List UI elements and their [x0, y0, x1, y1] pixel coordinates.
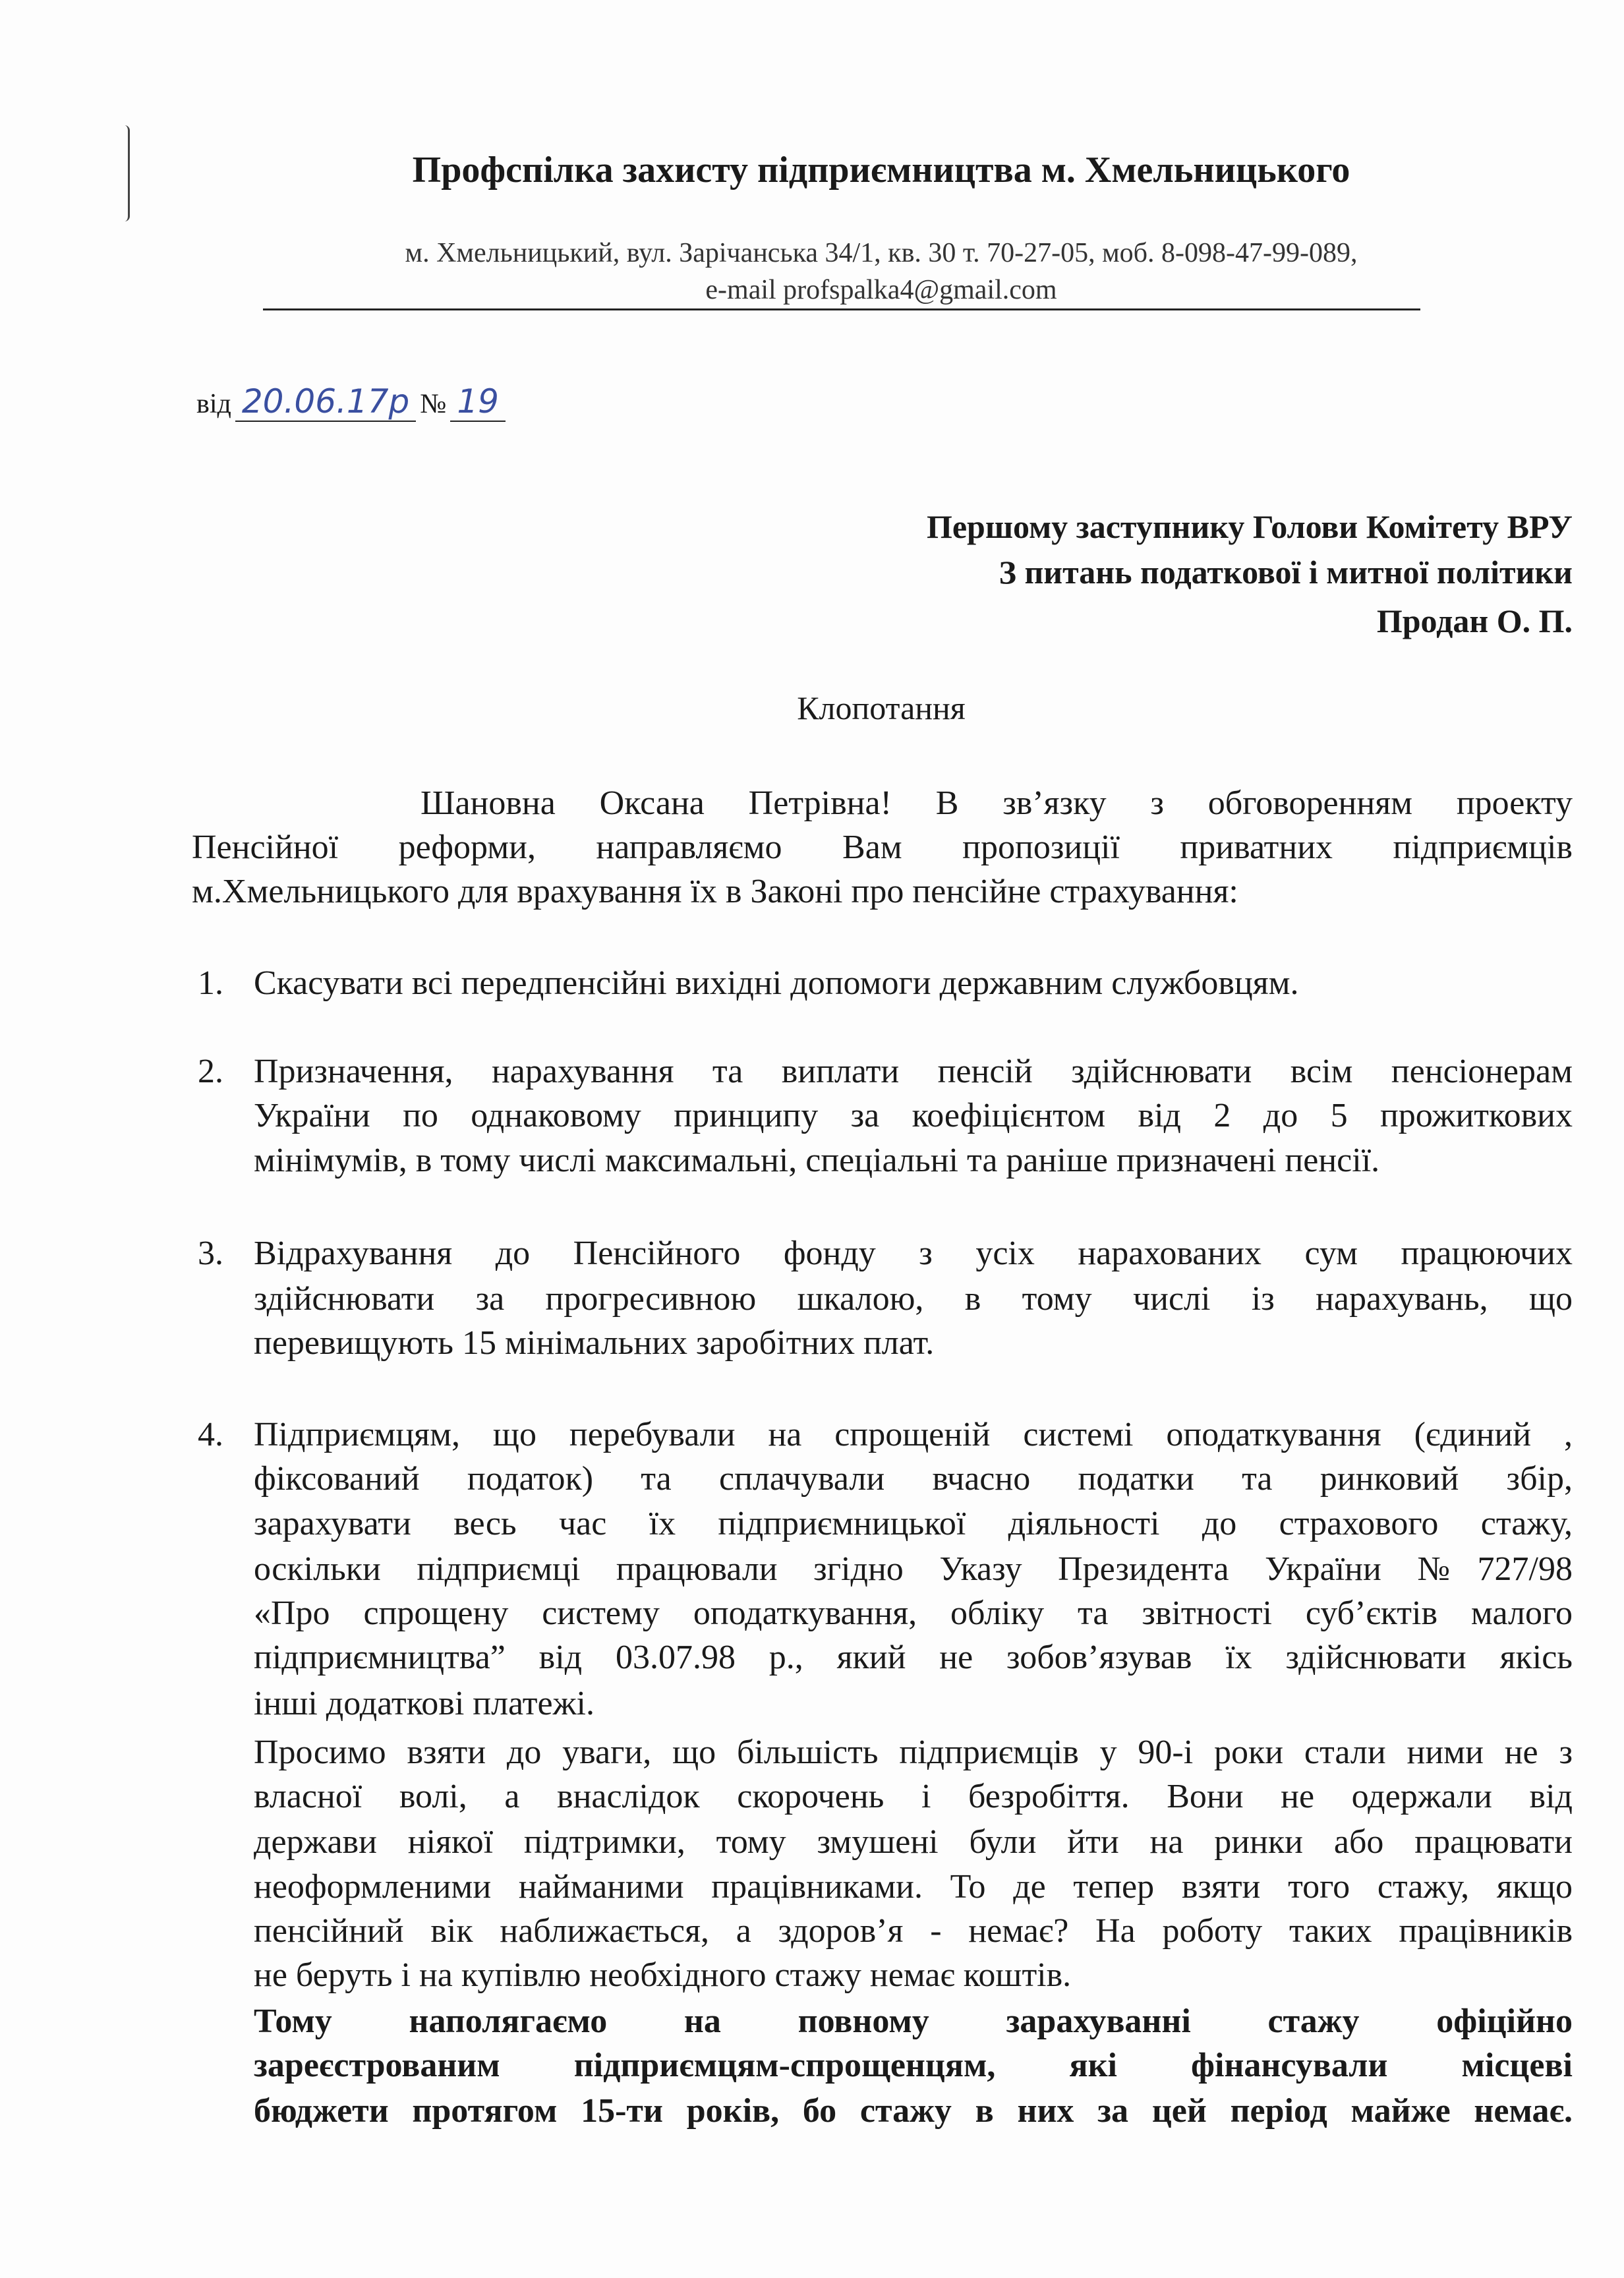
appeal-line: не беруть і на купівлю необхідного стажу немає коштів. — [254, 1956, 1072, 1994]
organization-address: м. Хмельницький, вул. Зарічанська 34/1, кв. 30 т. 70-27-05, моб. 8-098-47-99-089, — [405, 238, 1358, 268]
list-item-line: зарахувати весь час їх підприємницької діяльності до страхового стажу, — [254, 1505, 1573, 1542]
document-title: Клопотання — [797, 689, 966, 726]
handwritten-date: 20.06.17р — [235, 382, 416, 422]
outgoing-reference — [196, 382, 506, 422]
paragraph-line: м.Хмельницького для врахування їх в Законі про пенсійне страхування: — [192, 873, 1238, 910]
header-rule — [263, 308, 1420, 310]
list-item-line: Скасувати всі передпенсійні вихідні допомоги державним службовцям. — [254, 964, 1299, 1002]
list-item-number: 3. — [198, 1235, 223, 1272]
salutation-line: Шановна Оксана Петрівна! В зв’язку з обговоренням проекту — [420, 784, 1573, 822]
organization-email: e-mail profspalka4@gmail.com — [705, 275, 1057, 305]
addressee-name: Продан О. П. — [1376, 602, 1573, 639]
demand-line: бюджети протягом 15-ти років, бо стажу в них за цей період майже немає. — [254, 2092, 1573, 2130]
list-item-line: України по однаковому принципу за коефіцієнтом від 2 до 5 прожиткових — [254, 1097, 1573, 1134]
list-item-line: перевищують 15 мінімальних заробітних плат. — [254, 1324, 935, 1362]
list-item-line: Підприємцям, що перебували на спрощеній системі оподаткування (єдиний , — [254, 1416, 1573, 1453]
list-item-number: 2. — [198, 1053, 223, 1090]
appeal-line: пенсійний вік наближається, а здоров’я - немає? На роботу таких працівників — [254, 1912, 1573, 1950]
organization-title: Профспілка захисту підприємництва м. Хмельницького — [412, 150, 1350, 190]
list-item-line: інші додаткові платежі. — [254, 1685, 594, 1722]
appeal-line: Просимо взяти до уваги, що більшість підприємців у 90-і роки стали ними не з — [254, 1734, 1573, 1771]
list-item-line: «Про спрощену систему оподаткування, обліку та звітності суб’єктів малого — [254, 1594, 1573, 1632]
handwritten-number: 19 — [450, 382, 506, 422]
list-item-line: здійснювати за прогресивною шкалою, в тому числі із нарахувань, що — [254, 1280, 1573, 1318]
appeal-line: неоформленими найманими працівниками. То де тепер взяти того стажу, якщо — [254, 1868, 1573, 1906]
number-label: № — [420, 389, 447, 419]
addressee-line: З питань податкової і митної політики — [999, 554, 1573, 591]
appeal-line: власної волі, а внаслідок скорочень і безробіття. Вони не одержали від — [254, 1778, 1573, 1815]
list-item-line: підприємництва” від 03.07.98 р., який не зобов’язував їх здійснювати якісь — [254, 1639, 1573, 1676]
list-item-line: фіксований податок) та сплачували вчасно податки та ринковий збір, — [254, 1460, 1573, 1498]
addressee-line: Першому заступнику Голови Комітету ВРУ — [926, 508, 1573, 545]
list-item-line: Призначення, нарахування та виплати пенсій здійснювати всім пенсіонерам — [254, 1053, 1573, 1090]
list-item-number: 4. — [198, 1416, 223, 1453]
list-item-line: мінімумів, в тому числі максимальні, спеціальні та раніше призначені пенсії. — [254, 1142, 1380, 1179]
paragraph-line: Пенсійної реформи, направляємо Вам пропозиції приватних підприємців — [192, 829, 1573, 866]
list-item-line: Відрахування до Пенсійного фонду з усіх нарахованих сум працюючих — [254, 1235, 1573, 1272]
list-item-line: оскільки підприємці працювали згідно Указу Президента України №727/98 — [254, 1550, 1573, 1588]
from-label: від — [196, 389, 231, 419]
demand-line: Тому наполягаємо на повному зарахуванні стажу офіційно — [254, 2002, 1573, 2040]
appeal-line: держави ніякої підтримки, тому змушені були йти на ринки або працювати — [254, 1823, 1573, 1861]
demand-line: зареєстрованим підприємцям-спрощенцям, які фінансували місцеві — [254, 2047, 1573, 2084]
list-item-number: 1. — [198, 964, 223, 1002]
